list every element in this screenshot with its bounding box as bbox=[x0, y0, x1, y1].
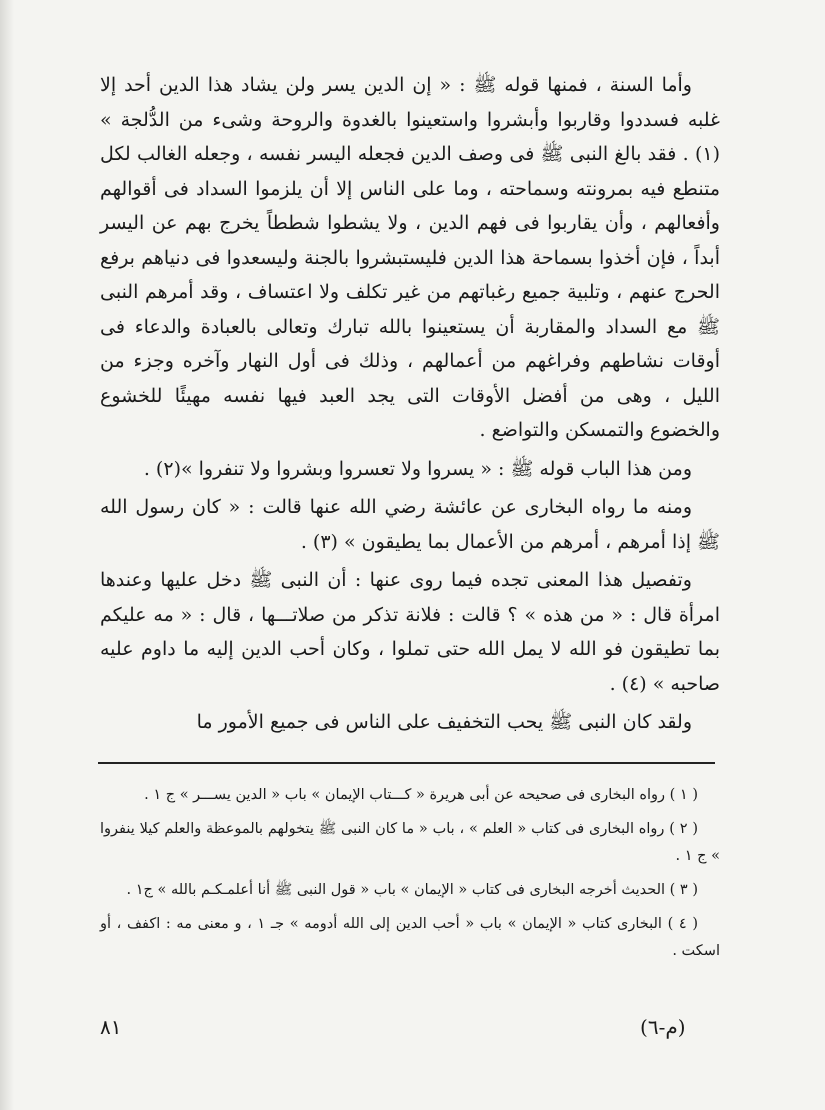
paragraph-3: ومنه ما رواه البخارى عن عائشة رضي الله عنها قالت : « كان رسول الله ﷺ إذا أمرهم ، أمرهم من الأعمال بما يطيقون » (٣) . bbox=[100, 496, 720, 553]
footnotes bbox=[100, 782, 720, 972]
footnote-1: ( ١ ) رواه البخارى فى صحيحه عن أبى هريرة « كـــتاب الإيمان » باب « الدين يســـر » ج ١ . bbox=[144, 787, 698, 803]
paragraph-1: وأما السنة ، فمنها قوله ﷺ : « إن الدين يسر ولن يشاد هذا الدين أحد إلا غلبه فسددوا وقاربوا وأبشروا واستعينوا بالغدوة والروحة وشىء من الدُّلجة » (١) . فقد بالغ النبى ﷺ فى وصف الدين فجعله اليسر نفسه ، وجعله الغالب لكل متنطع فيه بمرونته وسماحته ، وما على الناس إلا أن يلزموا السداد فى أقوالهم وأفعالهم ، وأن يقاربوا فى فهم الدين ، ولا يشطوا شططاً يخرج بهم عن اليسر أبداً ، فإن أخذوا بسماحة هذا الدين فليستبشروا بالجنة وليسعدوا فى دنياهم برفع الحرج عنهم ، وتلبية جميع رغباتهم من غير تكلف ولا اعتساف ، وقد أمرهم النبى ﷺ مع السداد والمقاربة أن يستعينوا بالله تبارك وتعالى بالعبادة والدعاء فى أوقات نشاطهم وفراغهم من أعمالهم ، وذلك فى أول النهار وآخره وجزء من الليل ، وهى من أفضل الأوقات التى يجد العبد فيها نفسه مهيئًا للخشوع والخضوع والتمسكن والتواضع . bbox=[100, 74, 720, 441]
paragraph-4: وتفصيل هذا المعنى تجده فيما روى عنها : أن النبى ﷺ دخل عليها وعندها امرأة قال : « من هذه » ؟ قالت : فلانة تذكر من صلاتـــها ، قال : « مه عليكم بما تطيقون فو الله لا يمل الله حتى تملوا ، وكان أحب الدين إليه ما داوم عليه صاحبه » (٤) . bbox=[100, 569, 720, 695]
footnote-4: ( ٤ ) البخارى كتاب « الإيمان » باب « أحب الدين إلى الله أدومه » جـ ١ ، و معنى مه : اكفف ، أو اسكت . bbox=[100, 916, 720, 959]
footnote-2: ( ٢ ) رواه البخارى فى كتاب « العلم » ، باب « ما كان النبى ﷺ يتخولهم بالموعظة والعلم كيلا ينفروا » ج ١ . bbox=[100, 821, 720, 864]
paragraph-5: ولقد كان النبى ﷺ يحب التخفيف على الناس فى جميع الأمور ما bbox=[196, 711, 692, 733]
page-number: ٨١ bbox=[100, 1015, 122, 1039]
footnote-3: ( ٣ ) الحديث أخرجه البخارى فى كتاب « الإيمان » باب « قول النبى ﷺ أنا أعلمـكـم بالله » ج١ . bbox=[126, 882, 698, 898]
spine-shadow bbox=[0, 0, 14, 1110]
paragraph-2: ومن هذا الباب قوله ﷺ : « يسروا ولا تعسروا وبشروا ولا تنفروا »(٢) . bbox=[143, 457, 692, 480]
sheet-mark: (م-٦) bbox=[640, 1015, 686, 1039]
footnote-separator bbox=[98, 762, 715, 764]
body-text bbox=[100, 68, 720, 744]
